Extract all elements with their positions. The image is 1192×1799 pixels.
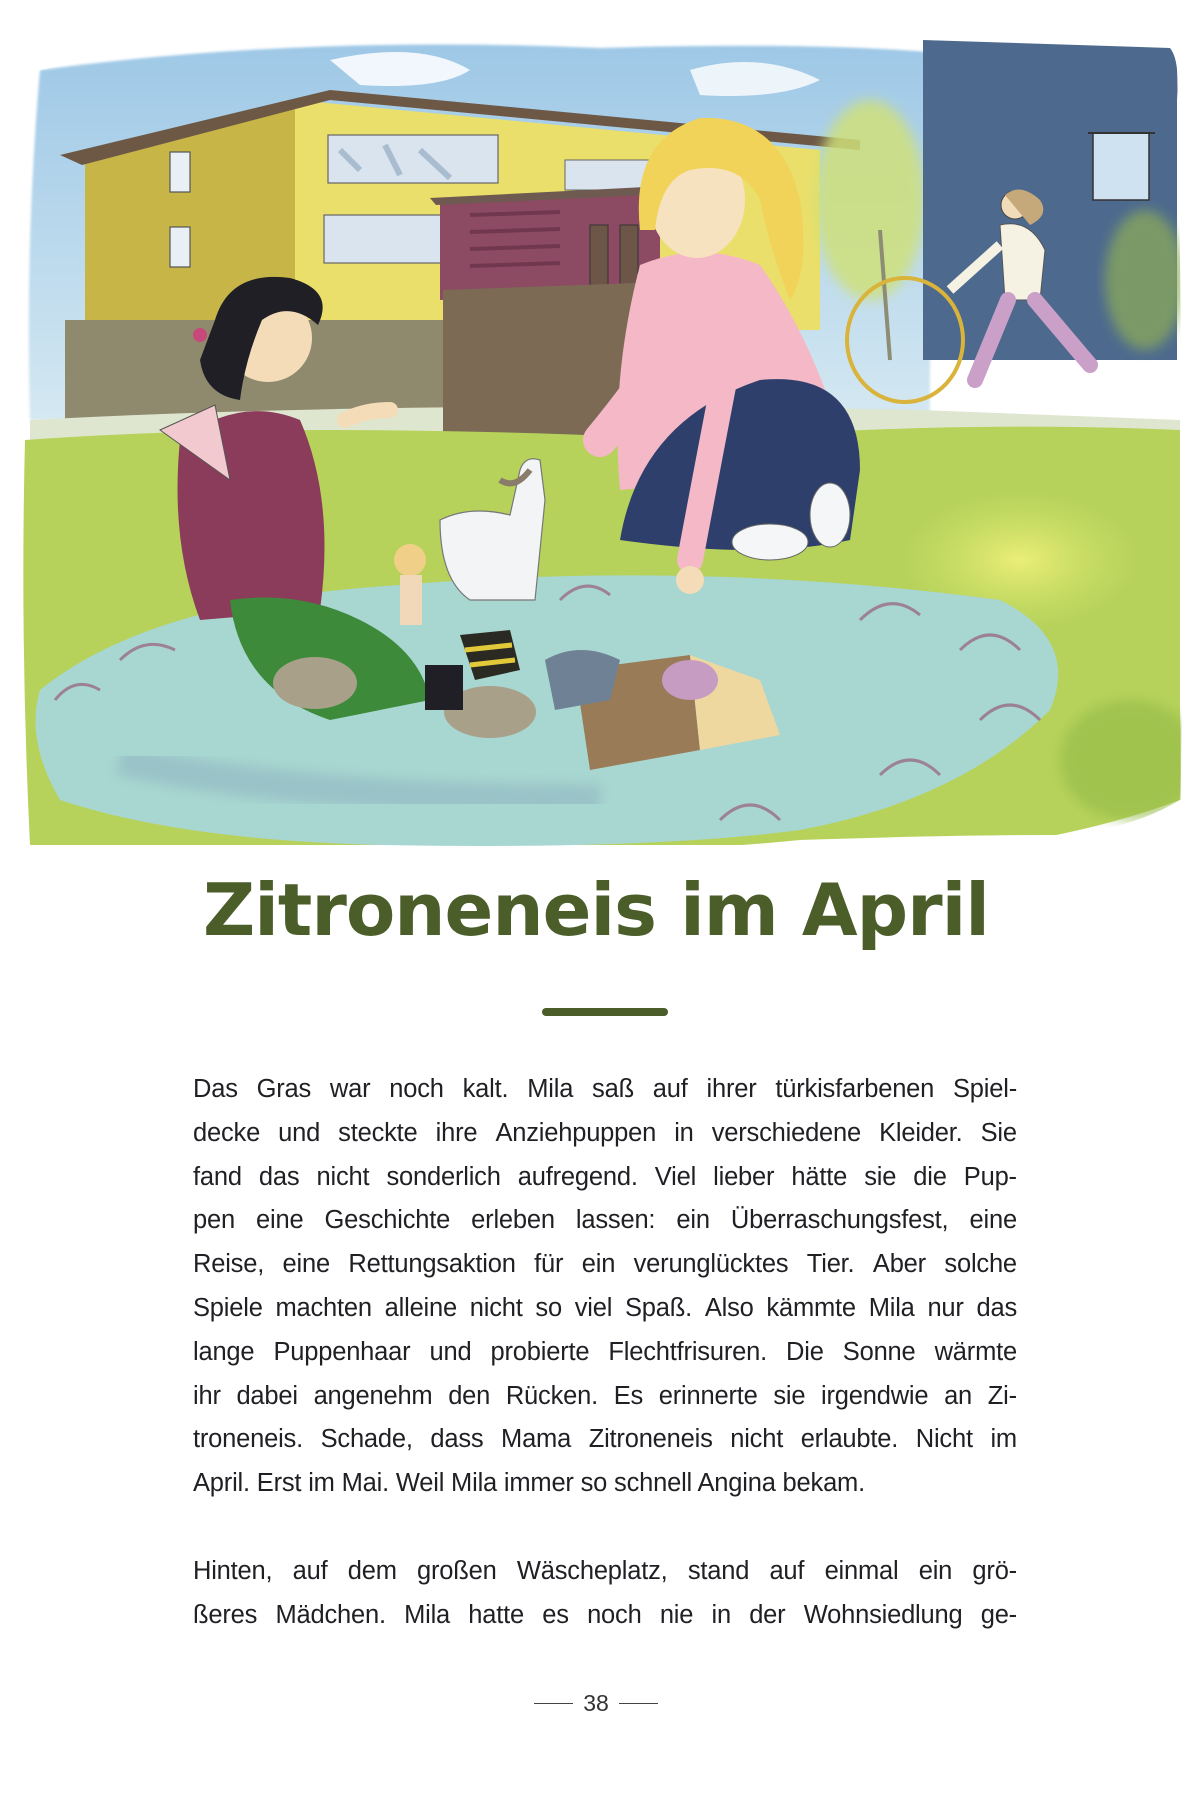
- text-line: Das Gras war noch kalt. Mila saß auf ihrer türkisfarbenen Spiel-: [193, 1075, 1017, 1103]
- text-line: Reise, eine Rettungsaktion für ein verunglücktes Tier. Aber solche: [193, 1250, 1017, 1279]
- text-line: April. Erst im Mai. Weil Mila immer so schnell Angina bekam.: [193, 1469, 865, 1498]
- text-line: Spiele machten alleine nicht so viel Spaß. Also kämmte Mila nur das: [193, 1293, 1017, 1322]
- paragraph-1: [193, 1068, 1017, 1506]
- chapter-illustration: [0, 0, 1192, 860]
- text-line: decke und steckte ihre Anziehpuppen in verschiedene Kleider. Sie: [193, 1118, 1017, 1147]
- page-footer: [0, 1690, 1192, 1717]
- title-divider: [542, 1008, 668, 1016]
- chapter-title: Zitroneneis im April: [203, 868, 989, 952]
- paragraph-2: [193, 1550, 1017, 1638]
- dash-right: [619, 1703, 658, 1705]
- text-line: fand das nicht sonderlich aufregend. Viel lieber hätte sie die Pup-: [193, 1162, 1017, 1191]
- text-line: troneneis. Schade, dass Mama Zitroneneis nicht erlaubte. Nicht im: [193, 1425, 1017, 1454]
- text-line: ßeres Mädchen. Mila hatte es noch nie in der Wohnsiedlung ge-: [193, 1600, 1017, 1629]
- text-line: Hinten, auf dem großen Wäscheplatz, stand auf einmal ein grö-: [193, 1556, 1017, 1585]
- text-line: ihr dabei angenehm den Rücken. Es erinnerte sie irgendwie an Zi-: [193, 1381, 1017, 1410]
- page-number: 38: [583, 1690, 609, 1716]
- text-line: pen eine Geschichte erleben lassen: ein Überraschungsfest, eine: [193, 1206, 1017, 1235]
- story-text: [193, 1068, 1017, 1681]
- dash-left: [534, 1703, 573, 1705]
- text-line: lange Puppenhaar und probierte Flechtfrisuren. Die Sonne wärmte: [193, 1337, 1017, 1366]
